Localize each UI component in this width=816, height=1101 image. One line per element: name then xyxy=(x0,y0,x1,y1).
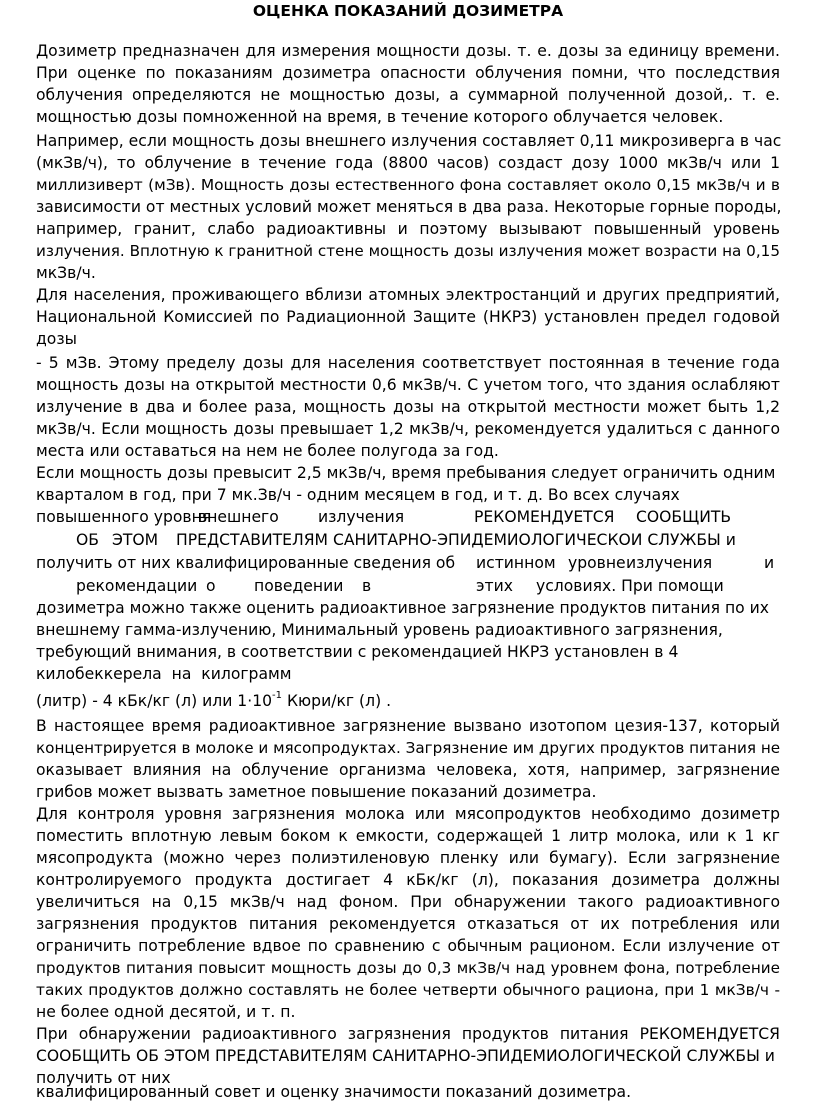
text-fragment: поведении xyxy=(254,577,344,595)
text-fragment: и xyxy=(764,554,775,572)
text-fragment: повышенного уровня xyxy=(36,508,212,526)
formula-exponent: -1 xyxy=(272,690,283,701)
text-fragment: СООБЩИТЬ xyxy=(636,508,732,526)
text-fragment: излучения xyxy=(318,508,405,526)
text-line: СООБЩИТЬ ОБ ЭТОМ ПРЕДСТАВИТЕЛЯМ САНИТАРНО-ЭПИДЕМИОЛОГИЧЕСКОЙ СЛУЖБЫ и xyxy=(36,1047,775,1065)
text-line: миллизиверт (мЗв). Мощность дозы естественного фона составляет около 0,15 мкЗв/ч и в xyxy=(36,176,780,194)
formula-text: (литр) - 4 кБк/кг (л) или 1·10 xyxy=(36,692,273,710)
text-line: например, гранит, слабо радиоактивны и поэтому вызывают повышенный уровень xyxy=(36,220,780,238)
text-line: квалифицированный совет и оценку значимости показаний дозиметра. xyxy=(36,1083,632,1101)
text-line: требующий внимания, в соответствии с рекомендацией НКРЗ установлен в 4 xyxy=(36,643,679,661)
text-line: облучения определяются не мощностью дозы, а суммарной полученной дозой,. т. е. xyxy=(36,86,780,104)
text-fragment: ЭТОМ xyxy=(112,531,159,549)
text-line: получить от них xyxy=(36,1069,171,1087)
text-line: мощность дозы на открытой местности 0,6 мкЗв/ч. С учетом того, что здания ослабляют xyxy=(36,376,780,394)
text-line: внешнему гамма-излучению, Минимальный уровень радиоактивного загрязнения, xyxy=(36,621,723,639)
text-line: Если мощность дозы превысит 2,5 мкЗв/ч, время пребывания следует ограничить одним xyxy=(36,464,776,482)
text-line: контролируемого продукта достигает 4 кБк/кг (л), показания дозиметра должны xyxy=(36,871,780,889)
text-line: дозы xyxy=(36,330,77,348)
text-fragment: в xyxy=(362,577,372,595)
text-line: Национальной Комиссией по Радиационной Защите (НКРЗ) установлен предел годовой xyxy=(36,308,780,326)
text-line: мкЗв/ч. Если мощность дозы превышает 1,2 мкЗв/ч, рекомендуется удалиться с данного xyxy=(36,420,780,438)
formula-text: Кюри/кг (л) . xyxy=(282,692,392,710)
text-fragment: условиях. При помощи xyxy=(536,577,724,595)
text-line: оказывает влияния на облучение организма человека, хотя, например, загрязнение xyxy=(36,761,780,779)
text-fragment: этих xyxy=(476,577,514,595)
text-line: Дозиметр предназначен для измерения мощности дозы. т. е. дозы за единицу времени. xyxy=(36,42,780,60)
text-fragment: ОБ xyxy=(76,531,99,549)
text-fragment: ПРЕДСТАВИТЕЛЯМ САНИТАРНО-ЭПИДЕМИОЛОГИЧЕСКОИ СЛУЖБЫ и xyxy=(176,531,736,549)
text-fragment: РЕКОМЕНДУЕТСЯ xyxy=(474,508,615,526)
text-line: При оценке по показаниям дозиметра опасности облучения помни, что последствия xyxy=(36,64,780,82)
text-line: Например, если мощность дозы внешнего излучения составляет 0,11 микрозиверга в час xyxy=(36,132,782,150)
text-line: килобеккерела на килограмм xyxy=(36,665,292,683)
text-line: (мкЗв/ч), то облучение в течение года (8800 часов) создаст дозу 1000 мкЗв/ч или 1 xyxy=(36,154,780,172)
text-line: Для контроля уровня загрязнения молока или мясопродуктов необходимо дозиметр xyxy=(36,805,780,823)
text-fragment: получить от них квалифицированные сведения об xyxy=(36,554,456,572)
page-title: ОЦЕНКА ПОКАЗАНИЙ ДОЗИМЕТРА xyxy=(252,2,564,20)
text-fragment: рекомендации xyxy=(76,577,198,595)
text-line: излучение в два и более раза, мощность дозы на открытой местности может быть 1,2 xyxy=(36,398,780,416)
text-line: продуктов питания повысит мощность дозы до 0,3 мкЗв/ч над уровнем фона, потребление xyxy=(36,959,780,977)
text-line: Для населения, проживающего вблизи атомных электростанций и других предприятий, xyxy=(36,286,780,304)
text-line: не более одной десятой, и т. п. xyxy=(36,1003,296,1021)
text-fragment: внешнего xyxy=(198,508,279,526)
text-line: места или оставаться на нем не более полугода за год. xyxy=(36,442,499,460)
text-fragment: уровне xyxy=(568,554,626,572)
text-line: таких продуктов должно составлять не более четверти обычного рациона, при 1 мкЗв/ч - xyxy=(36,981,780,999)
formula-line xyxy=(36,690,780,712)
text-fragment: истинном xyxy=(476,554,556,572)
text-line: поместить вплотную левым боком к емкости, содержащей 1 литр молока, или к 1 кг xyxy=(36,827,780,845)
text-line: увеличиться на 0,15 мкЗв/ч над фоном. При обнаружении такого радиоактивного xyxy=(36,893,780,911)
text-line: ограничить потребление вдвое по сравнению с обычным рационом. Если излучение от xyxy=(36,937,780,955)
text-line: мкЗв/ч. xyxy=(36,264,96,282)
text-line: При обнаружении радиоактивного загрязнения продуктов питания РЕКОМЕНДУЕТСЯ xyxy=(36,1025,780,1043)
text-line: мощностью дозы помноженной на время, в течение которого облучается человек. xyxy=(36,108,724,126)
text-line: В настоящее время радиоактивное загрязнение вызвано изотопом цезия-137, который xyxy=(36,717,780,735)
text-line: излучения. Вплотную к гранитной стене мощность дозы излучения может возрасти на 0,15 xyxy=(36,242,780,260)
text-fragment: о xyxy=(206,577,216,595)
text-line: загрязнения продуктов питания рекомендуется отказаться от их потребления или xyxy=(36,915,780,933)
text-line: - 5 мЗв. Этому пределу дозы для населения соответствует постоянная в течение года xyxy=(36,354,780,372)
text-line: дозиметра можно также оценить радиоактивное загрязнение продуктов питания по их xyxy=(36,599,769,617)
text-fragment: излучения xyxy=(626,554,713,572)
text-line: зависимости от местных условий может меняться в два раза. Некоторые горные породы, xyxy=(36,198,782,216)
text-line: концентрируется в молоке и мясопродуктах. Загрязнение им других продуктов питания не xyxy=(36,739,781,757)
text-line: грибов может вызвать заметное повышение показаний дозиметра. xyxy=(36,783,597,801)
text-line: кварталом в год, при 7 мк.Зв/ч - одним месяцем в год, и т. д. Во всех случаях xyxy=(36,486,680,504)
text-line: мясопродукта (можно через полиэтиленовую пленку или бумагу). Если загрязнение xyxy=(36,849,780,867)
